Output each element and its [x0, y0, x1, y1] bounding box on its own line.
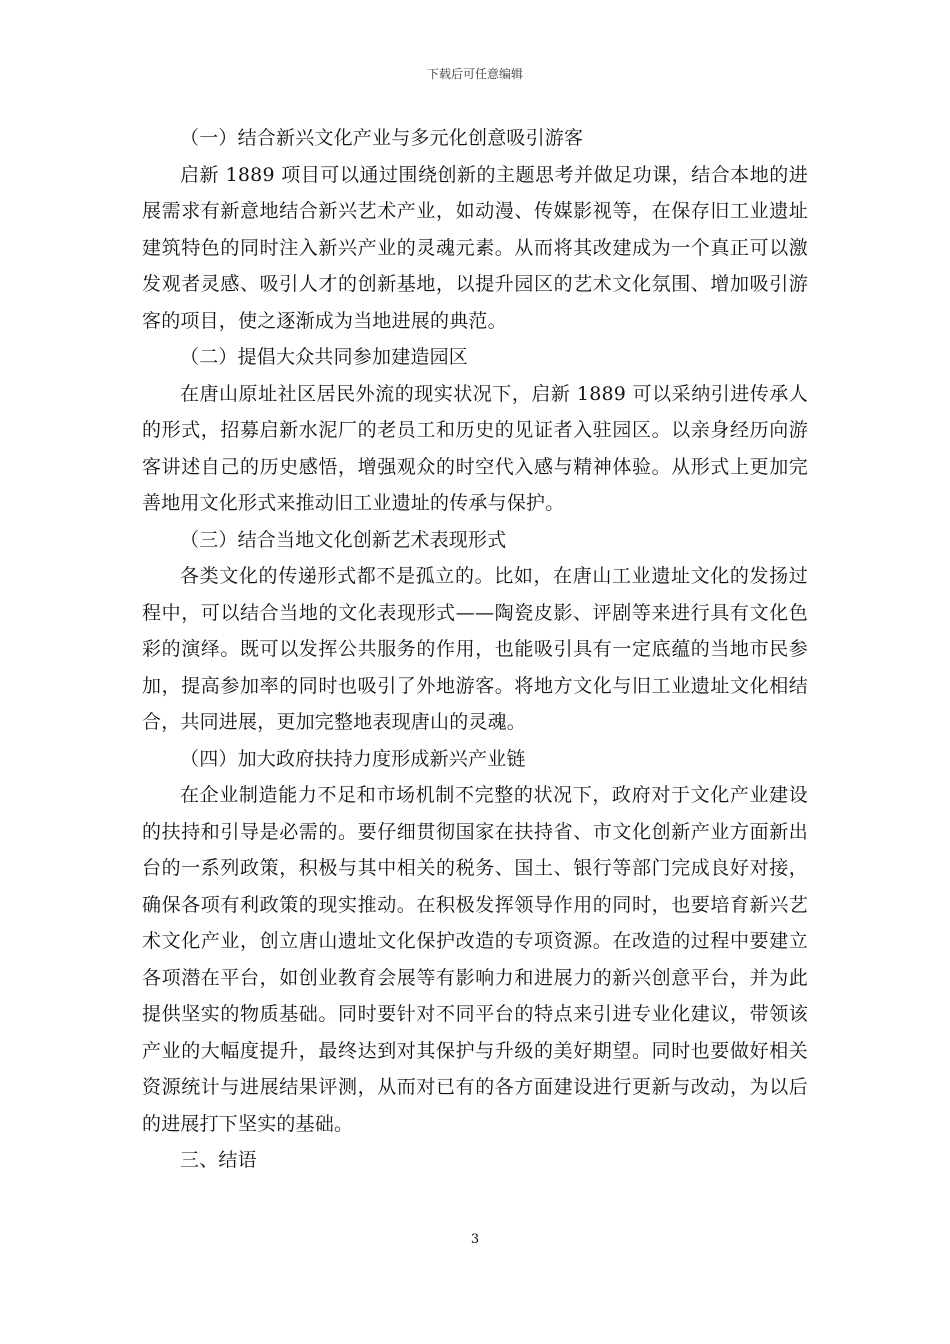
- page-number: 3: [470, 1232, 480, 1247]
- section-heading-4: （四）加大政府扶持力度形成新兴产业链: [180, 747, 526, 770]
- section-heading-2: （二）提倡大众共同参加建造园区: [180, 346, 469, 368]
- section-paragraph-4: 在企业制造能力不足和市场机制不完整的状况下，政府对于文化产业建设的扶持和引导是必需的。要仔细贯彻国家在扶持省、市文化创新产业方面新出台的一系列政策，积极与其中相关的税务、国土、银行等部门完成良好对接，确保各项有利政策的现实推动。在积极发挥领导作用的同时，也要培育新兴艺术文化产业，创立唐山遗址文化保护改造的专项资源。在改造的过程中要建立各项潜在平台，如创业教育会展等有影响力和进展力的新兴创意平台，并为此提供坚实的物质基础。同时要针对不同平台的特点来引进专业化建议，带领该产业的大幅度提升，最终达到对其保护与升级的美好期望。同时也要做好相关资源统计与进展结果评测，从而对已有的各方面建设进行更新与改动，为以后的进展打下坚实的基础。: [142, 784, 808, 1135]
- page-header-note: 下载后可任意编辑: [426, 67, 523, 81]
- conclusion-heading: 三、结语: [180, 1149, 257, 1171]
- section-heading-3: （三）结合当地文化创新艺术表现形式: [180, 528, 507, 551]
- section-paragraph-2: 在唐山原址社区居民外流的现实状况下，启新 1889 可以采纳引进传承人的形式，招募启新水泥厂的老员工和历史的见证者入驻园区。以亲身经历向游客讲述自己的历史感悟，增强观众的时空代入感与精神体验。从形式上更加完善地用文化形式来推动旧工业遗址的传承与保护。: [142, 382, 808, 514]
- document-body: [142, 120, 808, 1179]
- section-paragraph-1: 启新 1889 项目可以通过围绕创新的主题思考并做足功课，结合本地的进展需求有新意地结合新兴艺术产业，如动漫、传媒影视等，在保存旧工业遗址建筑特色的同时注入新兴产业的灵魂元素。从而将其改建成为一个真正可以激发观者灵感、吸引人才的创新基地，以提升园区的艺术文化氛围、增加吸引游客的项目，使之逐渐成为当地进展的典范。: [142, 163, 808, 332]
- section-paragraph-3: 各类文化的传递形式都不是孤立的。比如，在唐山工业遗址文化的发扬过程中，可以结合当地的文化表现形式——陶瓷皮影、评剧等来进行具有文化色彩的演绎。既可以发挥公共服务的作用，也能吸引具有一定底蕴的当地市民参加，提高参加率的同时也吸引了外地游客。将地方文化与旧工业遗址文化相结合，共同进展，更加完整地表现唐山的灵魂。: [142, 565, 808, 733]
- section-heading-1: （一）结合新兴文化产业与多元化创意吸引游客: [180, 127, 584, 149]
